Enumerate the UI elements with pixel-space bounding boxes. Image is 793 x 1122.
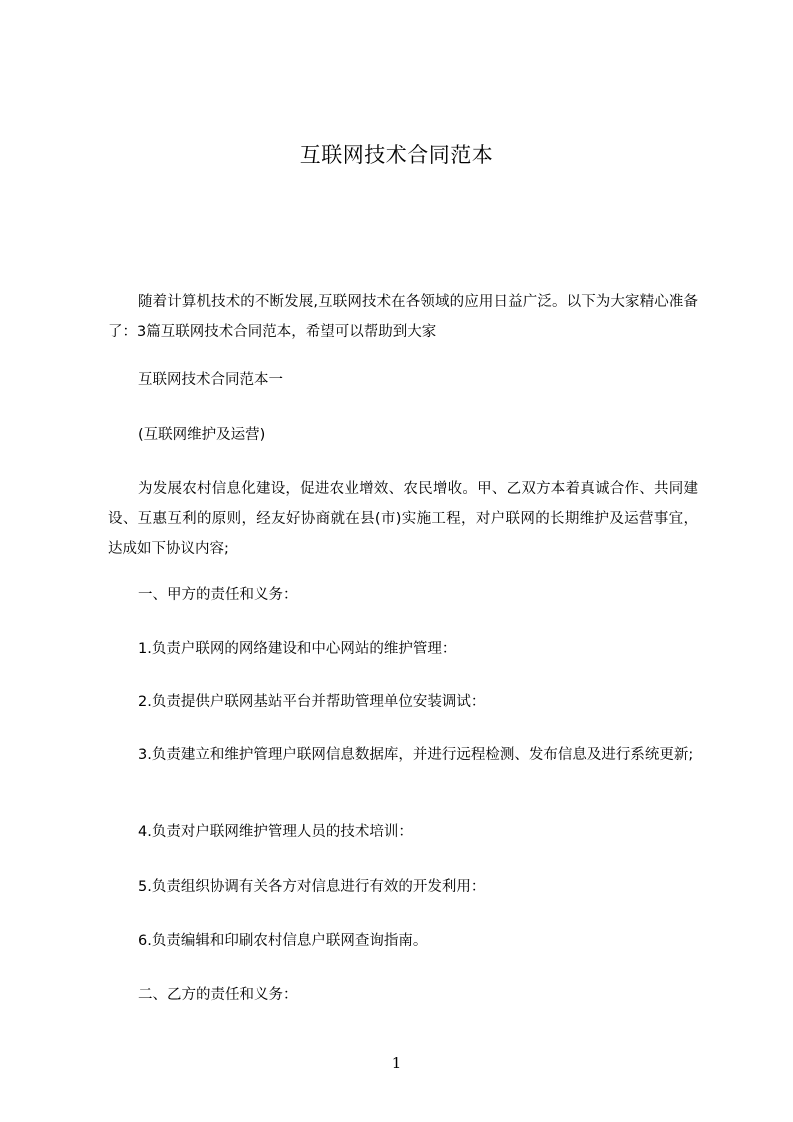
subtitle-maintenance-operation: (互联网维护及运营) bbox=[138, 427, 266, 443]
party-a-item-1: 1.负责户联网的网络建设和中心网站的维护管理： bbox=[138, 641, 457, 657]
party-a-heading: 一、甲方的责任和义务： bbox=[138, 587, 298, 603]
party-a-item-3: 3.负责建立和维护管理户联网信息数据库，并进行远程检测、发布信息及进行系统更新; bbox=[138, 747, 694, 763]
purpose-paragraph: 为发展农村信息化建设，促进农业增效、农民增收。甲、乙双方本着真诚合作、共同建设、互惠互利的原则，经友好协商就在县(市)实施工程，对户联网的长期维护及运营事宜，达成如下协议内容; bbox=[108, 481, 698, 557]
page-number: 1 bbox=[391, 1054, 402, 1072]
party-a-item-4: 4.负责对户联网维护管理人员的技术培训： bbox=[138, 824, 413, 840]
party-a-item-2: 2.负责提供户联网基站平台并帮助管理单位安装调试： bbox=[138, 694, 486, 710]
party-a-item-5: 5.负责组织协调有关各方对信息进行有效的开发利用： bbox=[138, 879, 486, 895]
section-heading-template-one: 互联网技术合同范本一 bbox=[138, 372, 283, 388]
party-a-item-6: 6.负责编辑和印刷农村信息户联网查询指南。 bbox=[138, 933, 428, 949]
intro-paragraph: 随着计算机技术的不断发展,互联网技术在各领域的应用日益广泛。以下为大家精心准备了：3篇互联网技术合同范本，希望可以帮助到大家 bbox=[108, 294, 698, 340]
document-title: 互联网技术合同范本 bbox=[299, 143, 494, 167]
party-b-heading: 二、乙方的责任和义务： bbox=[138, 987, 298, 1003]
